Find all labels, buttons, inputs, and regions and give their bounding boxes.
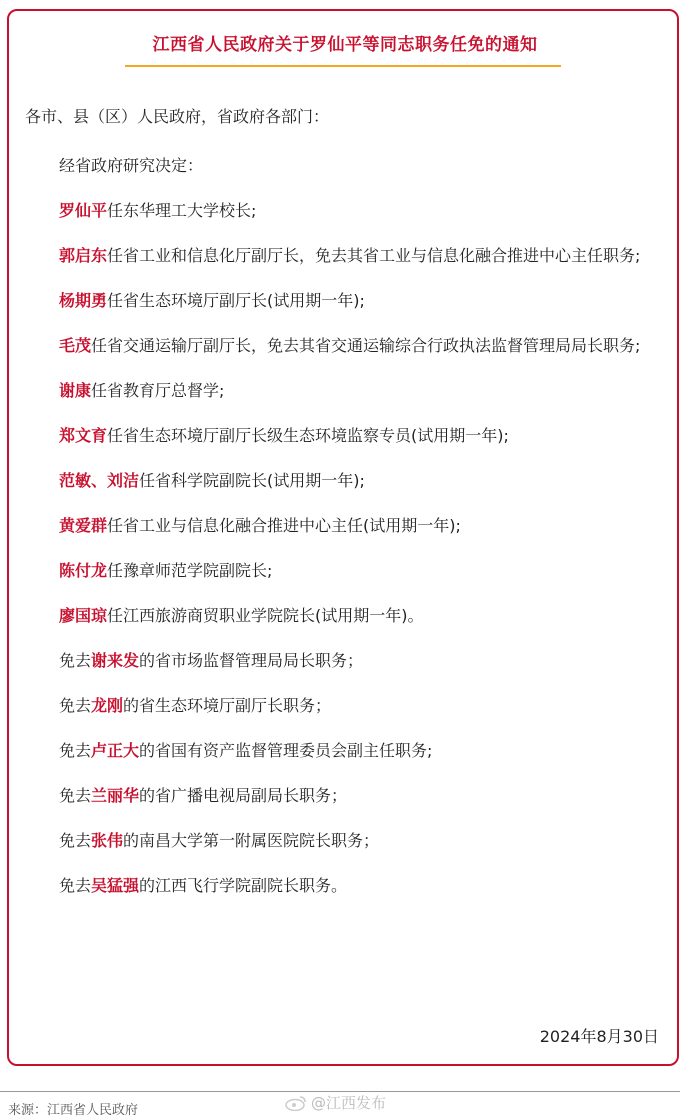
person-name: 廖国琼 (59, 606, 108, 625)
person-name: 范敏、刘洁 (59, 471, 140, 490)
person-name: 谢康 (59, 381, 92, 400)
watermark-text: @江西发布 (311, 1094, 387, 1112)
person-name: 杨期勇 (59, 291, 108, 310)
appointment-item (25, 287, 665, 315)
item-prefix: 免去 (59, 876, 92, 895)
person-name: 罗仙平 (59, 201, 108, 220)
item-text: 的省广播电视局副局长职务； (139, 786, 348, 805)
notice-intro: 经省政府研究决定： (59, 156, 204, 175)
appointment-item (25, 602, 665, 630)
appointment-item (25, 512, 665, 540)
appointment-item (25, 692, 665, 720)
item-text: 任省生态环境厅副厅长(试用期一年); (107, 291, 365, 310)
item-prefix: 免去 (59, 696, 92, 715)
notice-title: 江西省人民政府关于罗仙平等同志职务任免的通知 (152, 35, 538, 55)
person-name: 毛茂 (59, 336, 92, 355)
person-name: 兰丽华 (91, 786, 140, 805)
item-prefix: 免去 (59, 831, 92, 850)
watermark (285, 1092, 386, 1113)
appointment-item (25, 782, 665, 810)
appointment-list (25, 197, 665, 900)
appointment-item (25, 647, 665, 675)
notice-greeting: 各市、县（区）人民政府，省政府各部门： (25, 107, 330, 126)
item-text: 的省国有资产监督管理委员会副主任职务; (139, 741, 433, 760)
person-name: 吴猛强 (91, 876, 140, 895)
appointment-item (25, 557, 665, 585)
person-name: 郭启东 (59, 246, 108, 265)
person-name: 龙刚 (91, 696, 124, 715)
item-text: 任省教育厅总督学; (91, 381, 225, 400)
item-text: 任江西旅游商贸职业学院院长(试用期一年)。 (107, 606, 424, 625)
item-text: 的南昌大学第一附属医院院长职务； (123, 831, 380, 850)
appointment-item (25, 332, 665, 360)
item-text: 的江西飞行学院副院长职务。 (139, 876, 348, 895)
appointment-item (25, 827, 665, 855)
source-text: 来源：江西省人民政府 (8, 1103, 139, 1118)
appointment-item (25, 242, 665, 270)
item-text: 任东华理工大学校长; (107, 201, 257, 220)
item-text: 任省交通运输厅副厅长，免去其省交通运输综合行政执法监督管理局局长职务; (91, 336, 641, 355)
person-name: 陈付龙 (59, 561, 108, 580)
item-text: 任豫章师范学院副院长; (107, 561, 273, 580)
person-name: 黄爱群 (59, 516, 108, 535)
appointment-item (25, 872, 665, 900)
notice-body (25, 152, 665, 917)
appointment-item (25, 197, 665, 225)
item-prefix: 免去 (59, 651, 92, 670)
person-name: 郑文育 (59, 426, 108, 445)
item-text: 任省科学院副院长(试用期一年); (139, 471, 365, 490)
item-prefix: 免去 (59, 741, 92, 760)
notice-date: 2024年8月30日 (539, 1027, 659, 1046)
appointment-item (25, 737, 665, 765)
person-name: 张伟 (91, 831, 124, 850)
person-name: 谢来发 (91, 651, 140, 670)
item-prefix: 免去 (59, 786, 92, 805)
appointment-item (25, 377, 665, 405)
item-text: 的省市场监督管理局局长职务； (139, 651, 364, 670)
person-name: 卢正大 (91, 741, 140, 760)
item-text: 的省生态环境厅副厅长职务； (123, 696, 332, 715)
appointment-item (25, 422, 665, 450)
item-text: 任省生态环境厅副厅长级生态环境监察专员(试用期一年); (107, 426, 509, 445)
item-text: 任省工业和信息化厅副厅长，免去其省工业与信息化融合推进中心主任职务; (107, 246, 641, 265)
appointment-item (25, 467, 665, 495)
weibo-icon (285, 1095, 307, 1111)
title-underline (125, 65, 561, 67)
item-text: 任省工业与信息化融合推进中心主任(试用期一年); (107, 516, 461, 535)
